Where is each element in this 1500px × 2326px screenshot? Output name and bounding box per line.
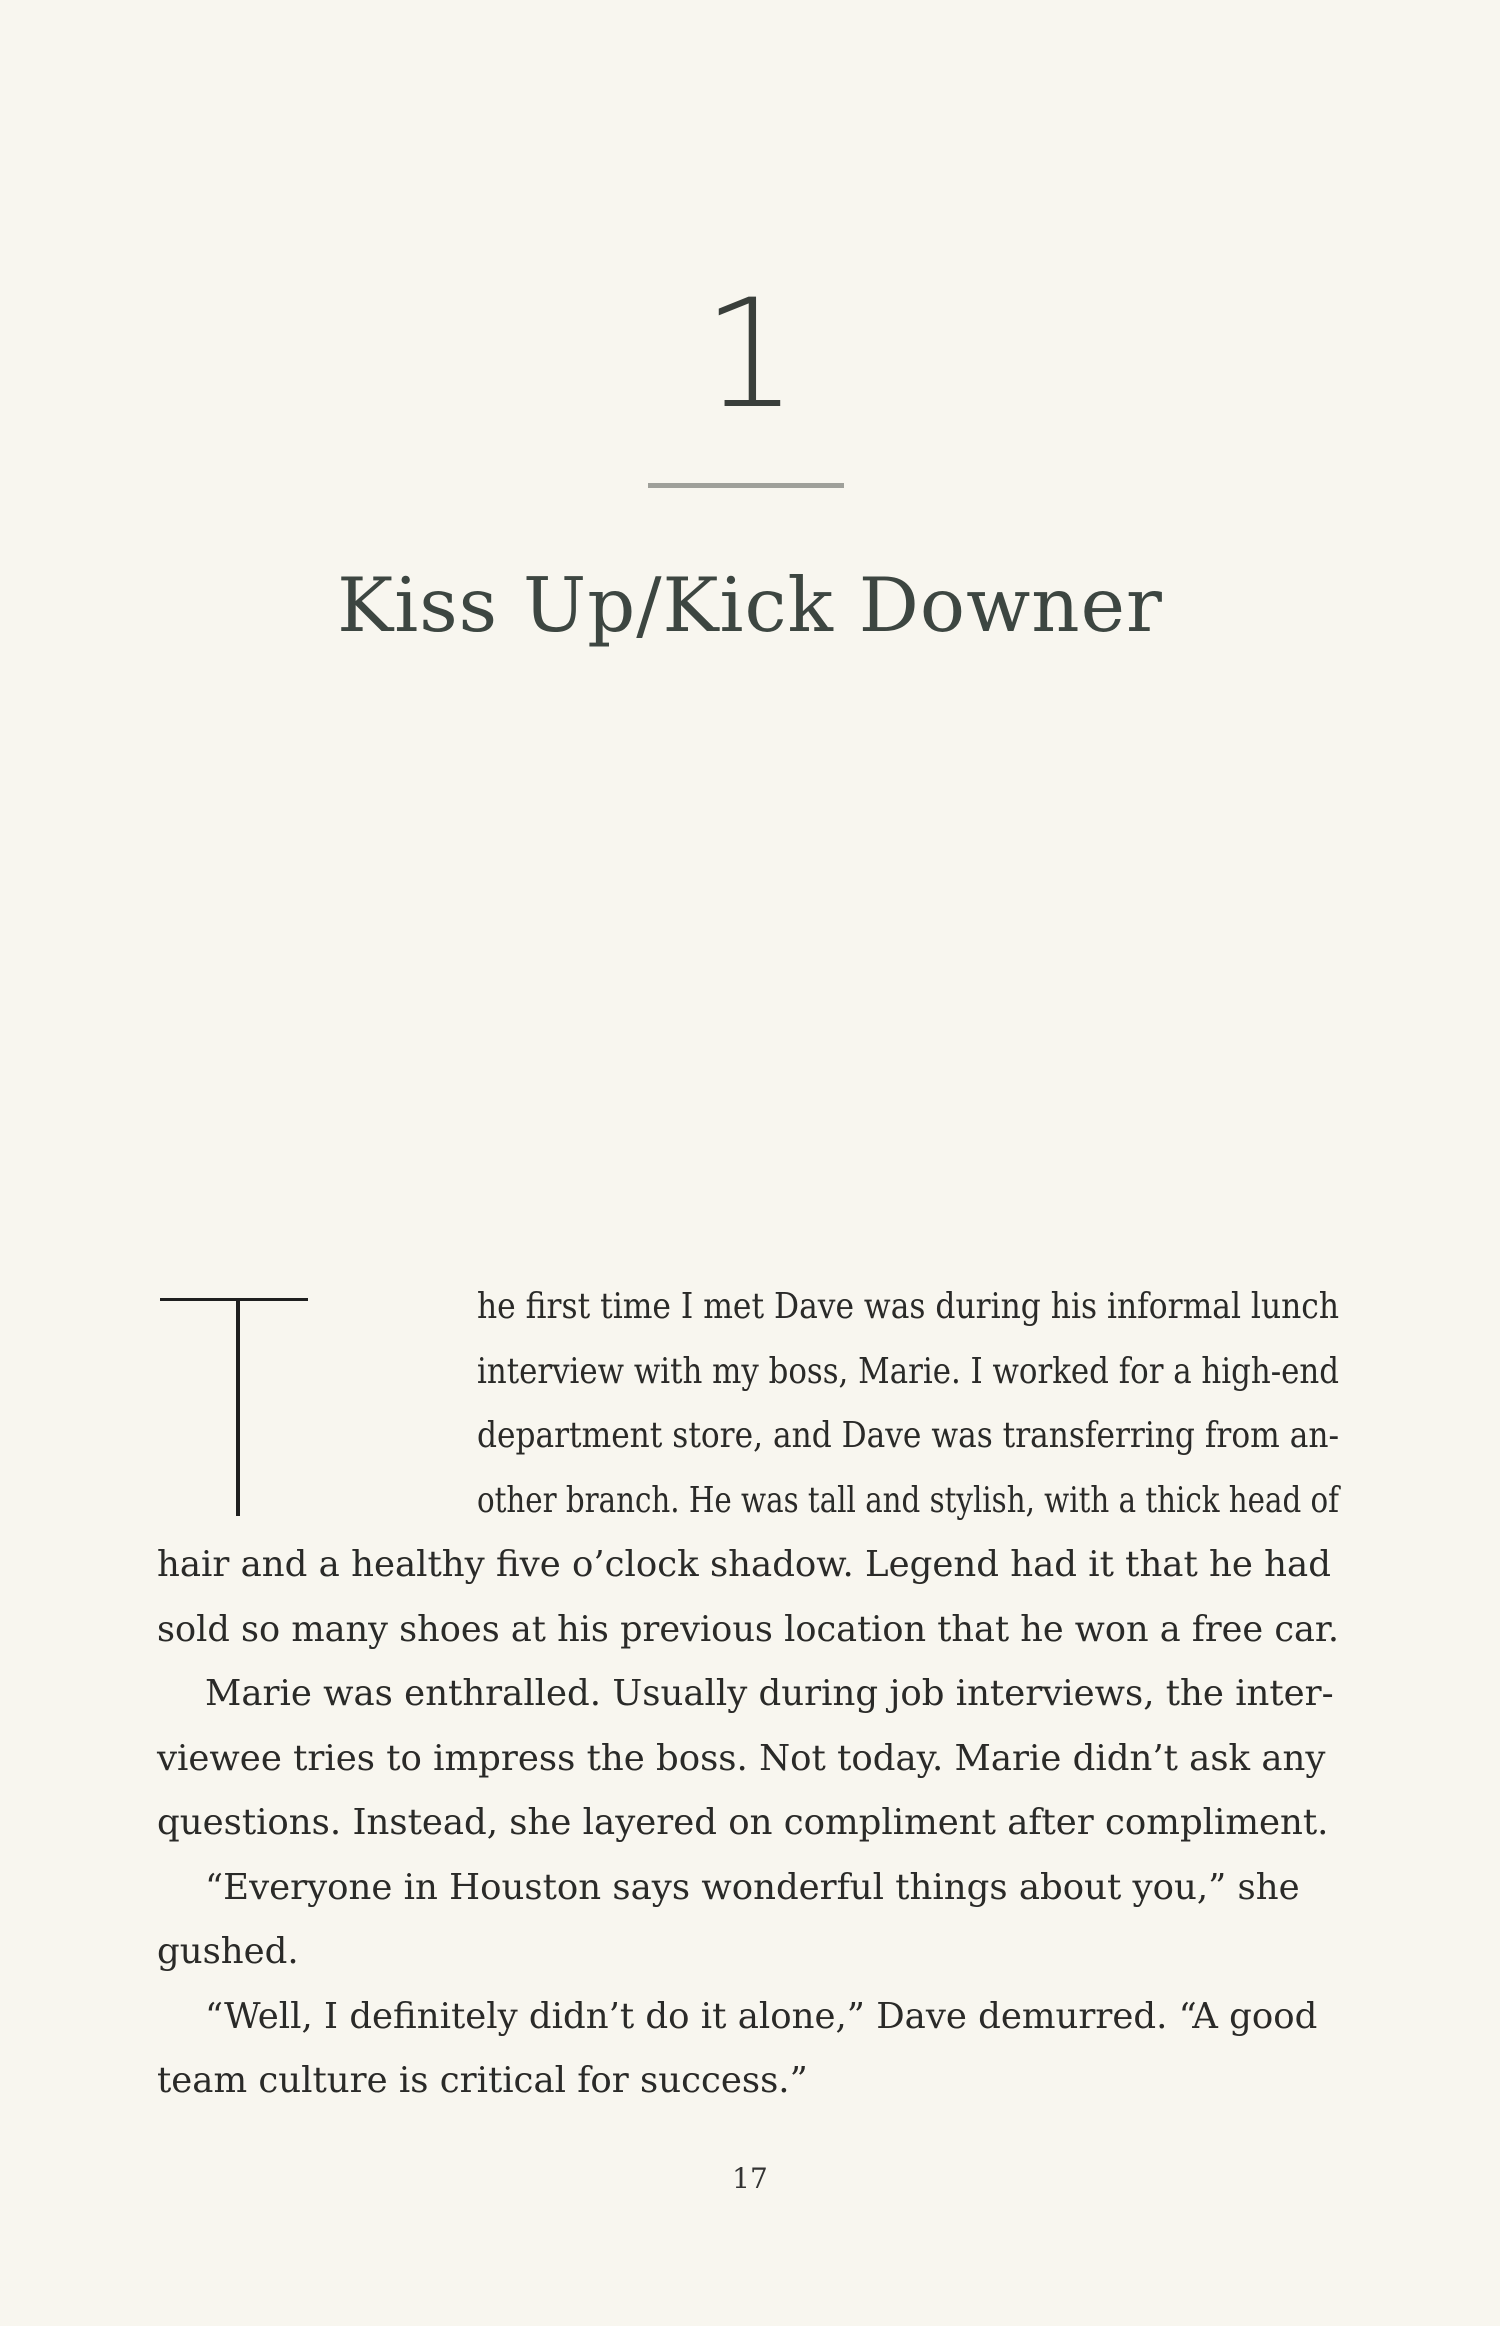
page-number: 17 [732, 2162, 768, 2195]
body-text [157, 1275, 1339, 2114]
text-line-4: other branch. He was tall and stylish, with a thick head of [477, 1479, 1339, 1521]
text-line-6: sold so many shoes at his previous location that he won a free car. [157, 1608, 1339, 1650]
text-line-8: viewee tries to impress the boss. Not today. Marie didn’t ask any [157, 1737, 1326, 1779]
text-line-1: he first time I met Dave was during his informal lunch [477, 1286, 1339, 1327]
text-line-2: interview with my boss, Marie. I worked for a high-end [477, 1350, 1339, 1392]
text-line-13: team culture is critical for success.” [157, 2060, 808, 2101]
text-line-11: gushed. [157, 1931, 299, 1972]
chapter-rule [648, 483, 844, 488]
text-line-10: “Everyone in Houston says wonderful things about you,” she [205, 1866, 1300, 1908]
chapter-number: 1 [702, 268, 798, 442]
text-line-7: Marie was enthralled. Usually during job interviews, the inter- [205, 1673, 1334, 1714]
text-line-12: “Well, I definitely didn’t do it alone,” Dave demurred. “A good [205, 1995, 1318, 2037]
text-line-3: department store, and Dave was transferring from an- [477, 1415, 1339, 1456]
text-line-9: questions. Instead, she layered on compliment after compliment. [157, 1802, 1329, 1843]
chapter-title: Kiss Up/Kick Downer [337, 561, 1163, 649]
text-line-5: hair and a healthy five o’clock shadow. Legend had it that he had [157, 1544, 1331, 1585]
